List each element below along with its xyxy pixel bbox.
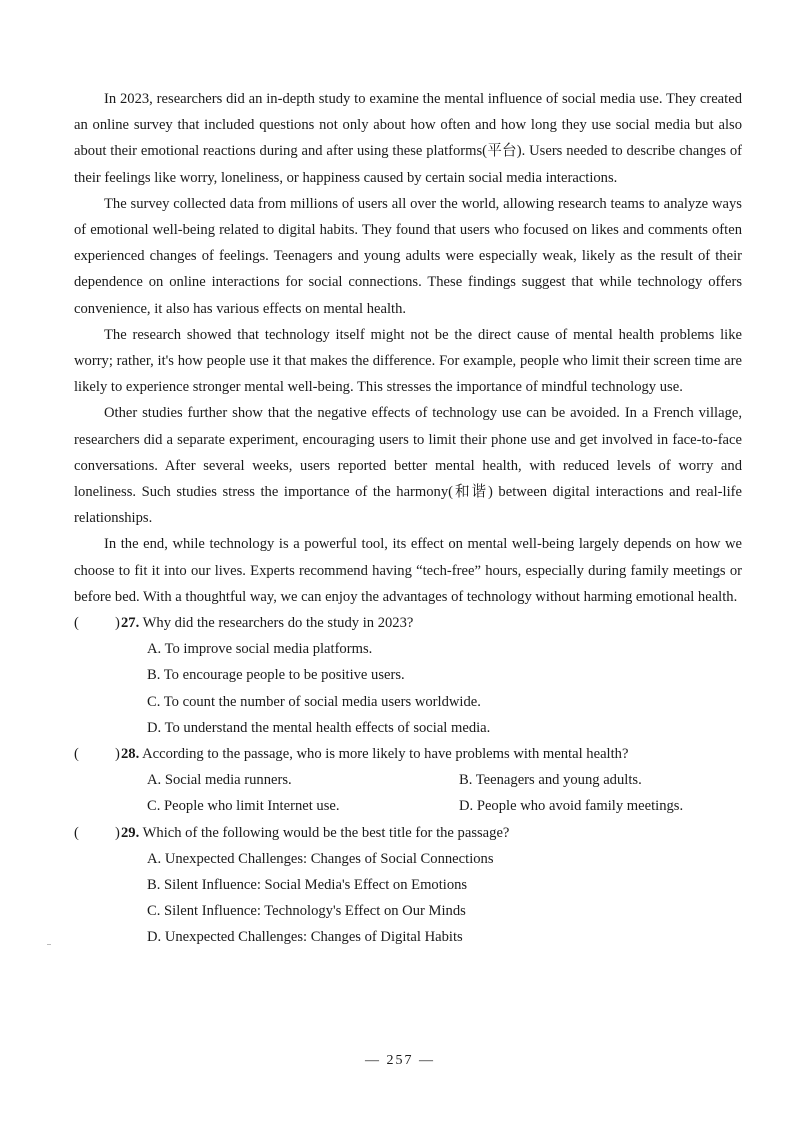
- answer-blank-open: (: [74, 824, 79, 841]
- question-number: 27.: [121, 615, 140, 632]
- question-28: [74, 741, 742, 767]
- question-29-option-a: A. Unexpected Challenges: Changes of Social Connections: [147, 850, 494, 867]
- answer-blank-close: ): [115, 824, 120, 841]
- passage-paragraph-1: In 2023, researchers did an in-depth study to examine the mental influence of social media use. They created an online survey that included questions not only about how often and how long they use social media but also about their emotional reactions during and after using these platforms(平台). Users needed to describe changes of their feelings like worry, loneliness, or happiness caused by certain social media interactions.: [74, 91, 742, 186]
- answer-blank-close: ): [115, 615, 120, 632]
- question-28-option-a: A. Social media runners.: [147, 772, 292, 789]
- passage-paragraph-4: Other studies further show that the negative effects of technology use can be avoided. In a French village, researchers did a separate experiment, encouraging users to limit their phone use and get involved in face-to-face conversations. After several weeks, users reported better mental health, with reduced levels of worry and loneliness. Such studies stress the importance of the harmony(和谐) between digital interactions and real-life relationships.: [74, 405, 742, 527]
- page-number: — 257 —: [365, 1053, 435, 1068]
- question-27-option-a: A. To improve social media platforms.: [147, 641, 373, 658]
- question-27: [74, 610, 742, 636]
- question-27-option-b: B. To encourage people to be positive users.: [147, 667, 405, 684]
- question-29-option-c: C. Silent Influence: Technology's Effect on Our Minds: [147, 903, 466, 920]
- question-28-option-b: B. Teenagers and young adults.: [459, 772, 642, 789]
- question-29-option-b: B. Silent Influence: Social Media's Effect on Emotions: [147, 876, 468, 893]
- question-number: 29.: [121, 824, 140, 841]
- question-28-option-d: D. People who avoid family meetings.: [459, 798, 684, 815]
- answer-blank-close: ): [115, 746, 120, 762]
- passage-paragraph-5: In the end, while technology is a powerful tool, its effect on mental well-being largely depends on how we choose to fit it into our lives. Experts recommend having “tech-free” hours, especially during family meetings or before bed. With a thoughtful way, we can enjoy the advantages of technology without harming emotional health.: [74, 536, 742, 605]
- question-text: According to the passage, who is more likely to have problems with mental health?: [139, 746, 629, 762]
- question-number: 28.: [121, 746, 140, 762]
- answer-blank-open: (: [74, 615, 79, 632]
- passage-paragraph-2: The survey collected data from millions of users all over the world, allowing research teams to analyze ways of emotional well-being related to digital habits. They found that users who focused on likes and comments often experienced changes of feelings. Teenagers and young adults were especially weak, likely as the result of their dependence on online interactions for social connections. These findings suggest that while technology offers convenience, it also has various effects on mental health.: [74, 195, 742, 317]
- margin-tick-mark: [47, 944, 51, 945]
- question-text: Why did the researchers do the study in 2023?: [139, 615, 414, 632]
- question-27-option-d: D. To understand the mental health effects of social media.: [147, 719, 491, 736]
- answer-blank-open: (: [74, 746, 79, 762]
- question-29-option-d: D. Unexpected Challenges: Changes of Digital Habits: [147, 929, 463, 946]
- question-text: Which of the following would be the best title for the passage?: [139, 824, 510, 841]
- question-27-option-c: C. To count the number of social media users worldwide.: [147, 693, 481, 710]
- passage-paragraph-3: The research showed that technology itself might not be the direct cause of mental health problems like worry; rather, it's how people use it that makes the difference. For example, people who limit their screen time are likely to experience stronger mental well-being. This stresses the importance of mindful technology use.: [74, 326, 742, 396]
- question-28-options-row-2: [74, 793, 742, 819]
- document-page: [74, 86, 742, 951]
- question-28-options-row-1: [74, 767, 742, 793]
- question-29: [74, 820, 742, 846]
- question-28-option-c: C. People who limit Internet use.: [147, 798, 340, 815]
